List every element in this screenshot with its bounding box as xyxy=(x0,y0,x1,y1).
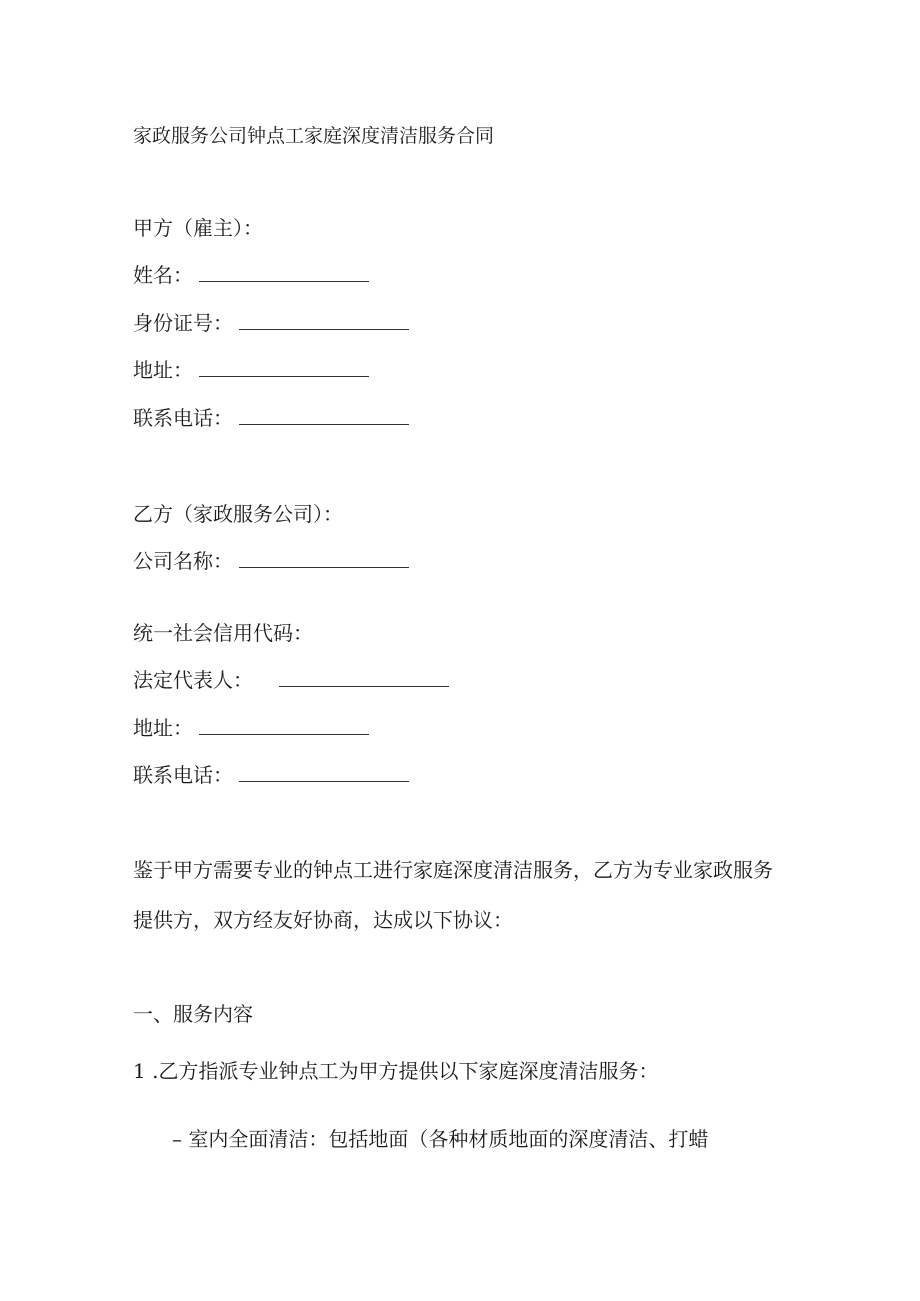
party-b-company-row xyxy=(133,549,409,573)
party-b-address-row xyxy=(133,716,369,740)
party-b-phone-blank[interactable] xyxy=(239,763,409,782)
section-1-bullet-1: – 室内全面清洁：包括地面（各种材质地面的深度清洁、打蜡 xyxy=(172,1127,709,1151)
party-b-legal-rep-blank[interactable] xyxy=(279,668,449,687)
party-a-address-row xyxy=(133,358,369,382)
party-b-address-blank[interactable] xyxy=(199,716,369,735)
party-a-name-blank[interactable] xyxy=(199,263,369,282)
party-a-name-row xyxy=(133,263,369,287)
section-1-heading: 一、服务内容 xyxy=(133,1002,253,1026)
party-a-phone-row xyxy=(133,406,409,430)
party-b-company-blank[interactable] xyxy=(239,549,409,568)
party-b-company-label: 公司名称： xyxy=(133,549,233,573)
party-a-id-row xyxy=(133,311,409,335)
party-b-address-label: 地址： xyxy=(133,716,193,740)
party-b-credit-code-row xyxy=(133,621,313,645)
party-a-address-label: 地址： xyxy=(133,358,193,382)
party-a-id-blank[interactable] xyxy=(239,311,409,330)
party-b-phone-row xyxy=(133,763,409,787)
party-a-address-blank[interactable] xyxy=(199,358,369,377)
preamble-line-2: 提供方，双方经友好协商，达成以下协议： xyxy=(133,908,513,932)
party-b-legal-rep-label: 法定代表人： xyxy=(133,668,253,692)
party-b-heading: 乙方（家政服务公司）： xyxy=(133,502,343,526)
party-b-credit-code-label: 统一社会信用代码： xyxy=(133,621,313,645)
party-a-phone-label: 联系电话： xyxy=(133,406,233,430)
section-1-item-1: 1 .乙方指派专业钟点工为甲方提供以下家庭深度清洁服务： xyxy=(133,1059,659,1083)
party-a-name-label: 姓名： xyxy=(133,263,193,287)
party-a-heading: 甲方（雇主）： xyxy=(133,216,263,240)
preamble-line-1: 鉴于甲方需要专业的钟点工进行家庭深度清洁服务，乙方为专业家政服务 xyxy=(133,858,773,882)
party-a-phone-blank[interactable] xyxy=(239,406,409,425)
party-b-legal-rep-row xyxy=(133,668,449,692)
party-b-phone-label: 联系电话： xyxy=(133,763,233,787)
document-title: 家政服务公司钟点工家庭深度清洁服务合同 xyxy=(133,125,495,147)
party-a-id-label: 身份证号： xyxy=(133,311,233,335)
